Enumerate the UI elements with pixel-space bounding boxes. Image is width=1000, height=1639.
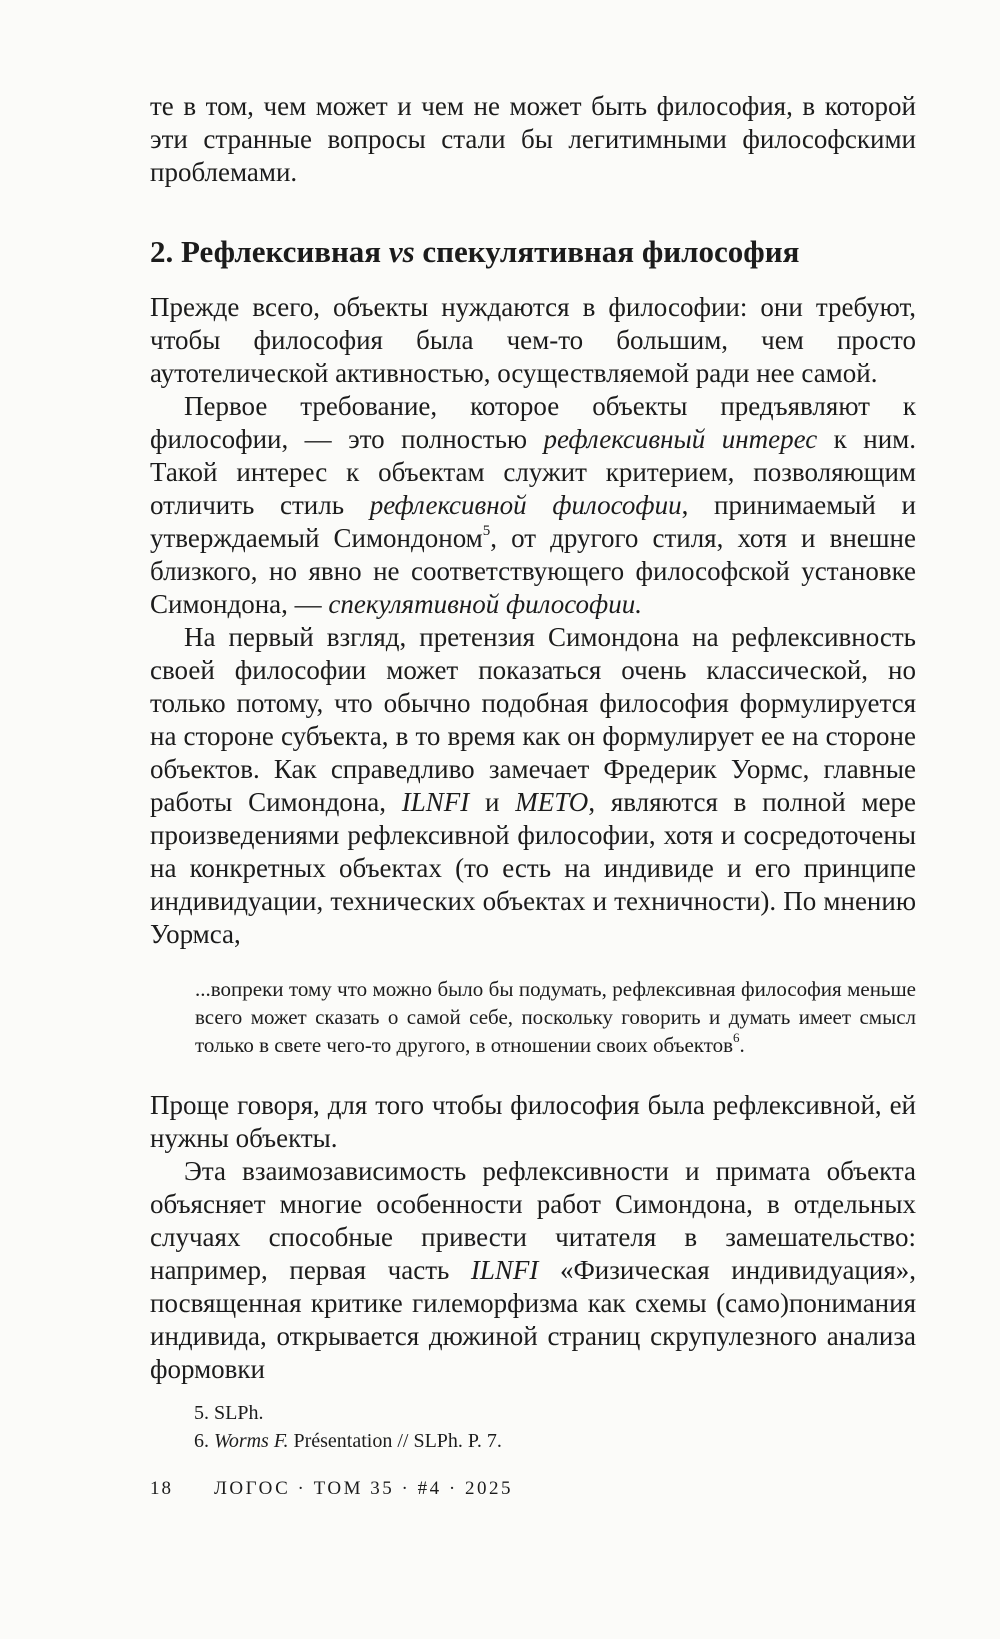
- footnote-ref-6[interactable]: 6: [733, 1030, 740, 1045]
- page-number: 18: [150, 1478, 173, 1499]
- footnote-5: 5. SLPh.: [194, 1402, 264, 1424]
- paragraph-summary: Проще говоря, для того чтобы философия была рефлексивной, ей нужны объекты.: [150, 1090, 916, 1153]
- footnotes: [194, 1399, 502, 1455]
- paragraph-intro: Прежде всего, объекты нуждаются в философии: они требуют, чтобы философия была чем-то большим, чем просто аутотелической активностью, осуществляемой ради нее самой.: [150, 292, 916, 388]
- running-footer: [150, 1478, 513, 1500]
- journal-info: ЛОГОС · ТОМ 35 · #4 · 2025: [214, 1478, 513, 1499]
- paragraph-interdependence: Эта взаимозависимость рефлексивности и примата объекта объясняет многие особенности работ Симондона, в отдельных случаях способные привести читателя в замешательство: например, первая часть ILNFI «Физическая индивидуация», посвященная критике гилеморфизма как схемы (само)понимания индивида, открывается дюжиной страниц скрупулезного анализа формовки: [150, 1156, 916, 1384]
- paragraph-worms: На первый взгляд, претензия Симондона на рефлексивность своей философии может показаться очень классической, но только потому, что обычно подобная философия формулируется на стороне субъекта, в то время как он формулирует ее на стороне объектов. Как справедливо замечает Фредерик Уормс, главные работы Симондона, ILNFI и METO, являются в полной мере произведениями рефлексивной философии, хотя и сосредоточены на конкретных объектах (то есть на индивиде и его принципе индивидуации, технических объектах и техничности). По мнению Уормса,: [150, 622, 916, 949]
- footnote-ref-5[interactable]: 5: [482, 523, 491, 539]
- paragraph-continuation: те в том, чем может и чем не может быть философия, в которой эти странные вопросы стали бы легитимными философскими проблемами.: [150, 91, 916, 187]
- section-heading: 2. Рефлексивная vs спекулятивная философия: [150, 234, 800, 269]
- block-quote: ...вопреки тому что можно было бы подумать, рефлексивная философия меньше всего может сказать о самой себе, поскольку говорить и думать имеет смысл только в свете чего-то другого, в отношении своих объектов$^6$.: [195, 977, 916, 1057]
- paragraph-reflexive-interest: Первое требование, которое объекты предъявляют к философии, — это полностью рефлексивный интерес к ним. Такой интерес к объектам служит критерием, позволяющим отличить стиль рефлексивной философии, принимаемый и утверждаемый Симондоном$^5$, от другого стиля, хотя и внешне близкого, но явно не соответствующего философской установке Симондона, — спекулятивной философии.: [150, 391, 916, 619]
- page-body: [150, 90, 916, 1386]
- footnote-6: 6. Worms F. Présentation // SLPh. P. 7.: [194, 1430, 502, 1452]
